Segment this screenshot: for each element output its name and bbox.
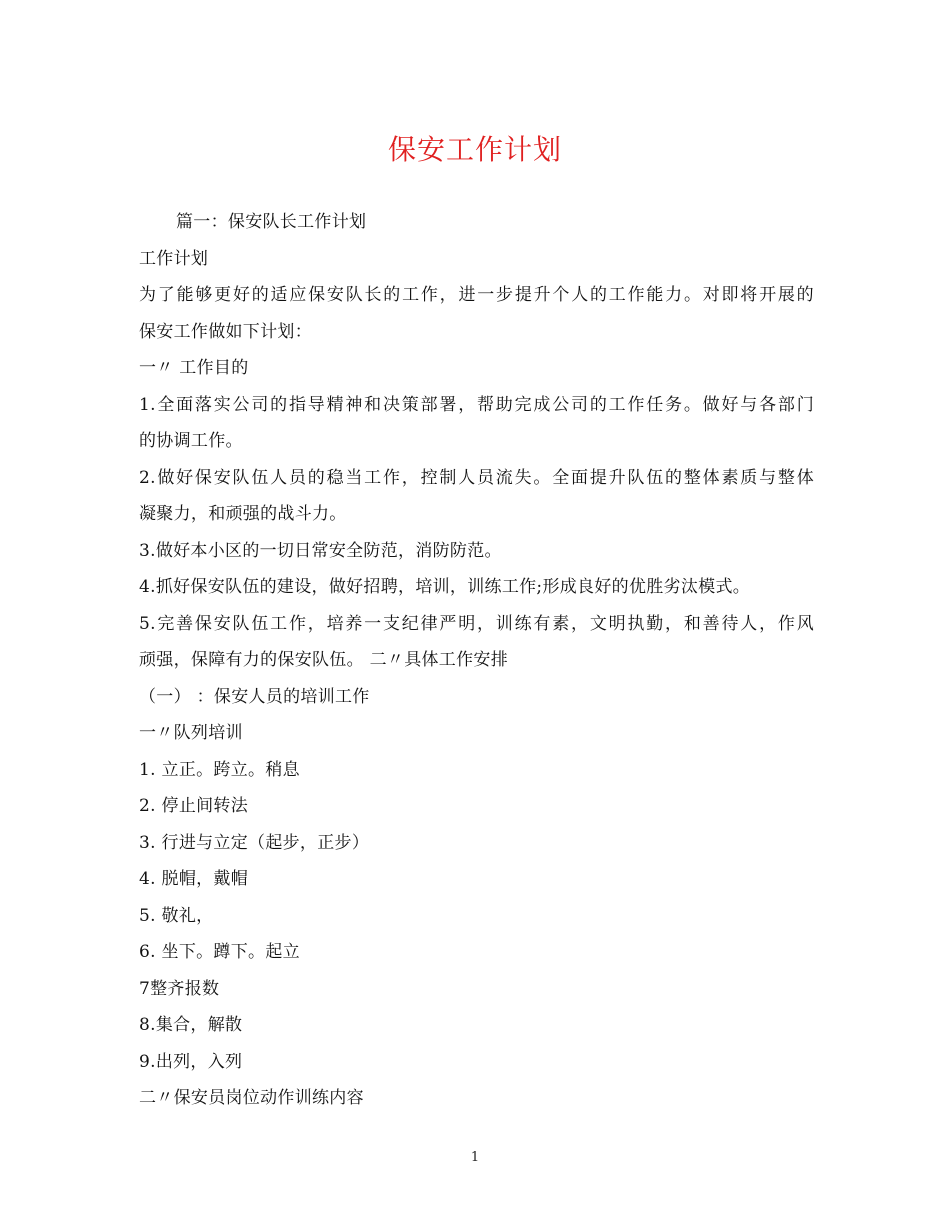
- list-item: 4.抓好保安队伍的建设，做好招聘，培训，训练工作;形成良好的优胜劣汰模式。: [139, 577, 751, 597]
- document-body: [139, 204, 814, 1117]
- list-item: 2.做好保安队伍人员的稳当工作，控制人员流失。全面提升队伍的整体素质与整体: [139, 467, 814, 488]
- list-item-continued: 顽强，保障有力的保安队伍。 二〃具体工作安排: [139, 650, 509, 670]
- list-item-continued: 的协调工作。: [139, 431, 243, 451]
- list-item: 9.出列，入列: [139, 1051, 243, 1072]
- paragraph-line: 为了能够更好的适应保安队长的工作，进一步提升个人的工作能力。对即将开展的: [139, 285, 814, 305]
- list-item: 8.集合，解散: [139, 1015, 243, 1035]
- subsection-heading: 一〃队列培训: [139, 723, 243, 743]
- paragraph-line: 保安工作做如下计划：: [139, 321, 312, 342]
- section-heading: 一〃 工作目的: [139, 358, 249, 378]
- list-item: 5. 敬礼，: [139, 905, 214, 926]
- list-item: 2. 停止间转法: [139, 796, 249, 816]
- list-item: 1.全面落实公司的指导精神和决策部署，帮助完成公司的工作任务。做好与各部门: [139, 394, 814, 415]
- paragraph-line: 工作计划: [139, 248, 209, 269]
- section-heading: 篇一：保安队长工作计划: [176, 212, 367, 232]
- document-title: 保安工作计划: [387, 133, 562, 166]
- list-item: 1. 立正。跨立。稍息: [139, 759, 300, 780]
- subsection-heading: 二〃保安员岗位动作训练内容: [139, 1088, 364, 1108]
- page-number: 1: [470, 1150, 480, 1165]
- subsection-heading: （一） ：保安人员的培训工作: [139, 686, 370, 707]
- list-item: 4. 脱帽，戴帽: [139, 869, 249, 889]
- list-item: 5.完善保安队伍工作，培养一支纪律严明，训练有素，文明执勤，和善待人，作风: [139, 613, 814, 634]
- list-item: 7整齐报数: [139, 978, 220, 999]
- list-item: 3.做好本小区的一切日常安全防范，消防防范。: [139, 540, 502, 561]
- list-item: 3. 行进与立定（起步，正步）: [139, 832, 370, 853]
- list-item: 6. 坐下。蹲下。起立: [139, 942, 300, 962]
- list-item-continued: 凝聚力，和顽强的战斗力。: [139, 504, 347, 524]
